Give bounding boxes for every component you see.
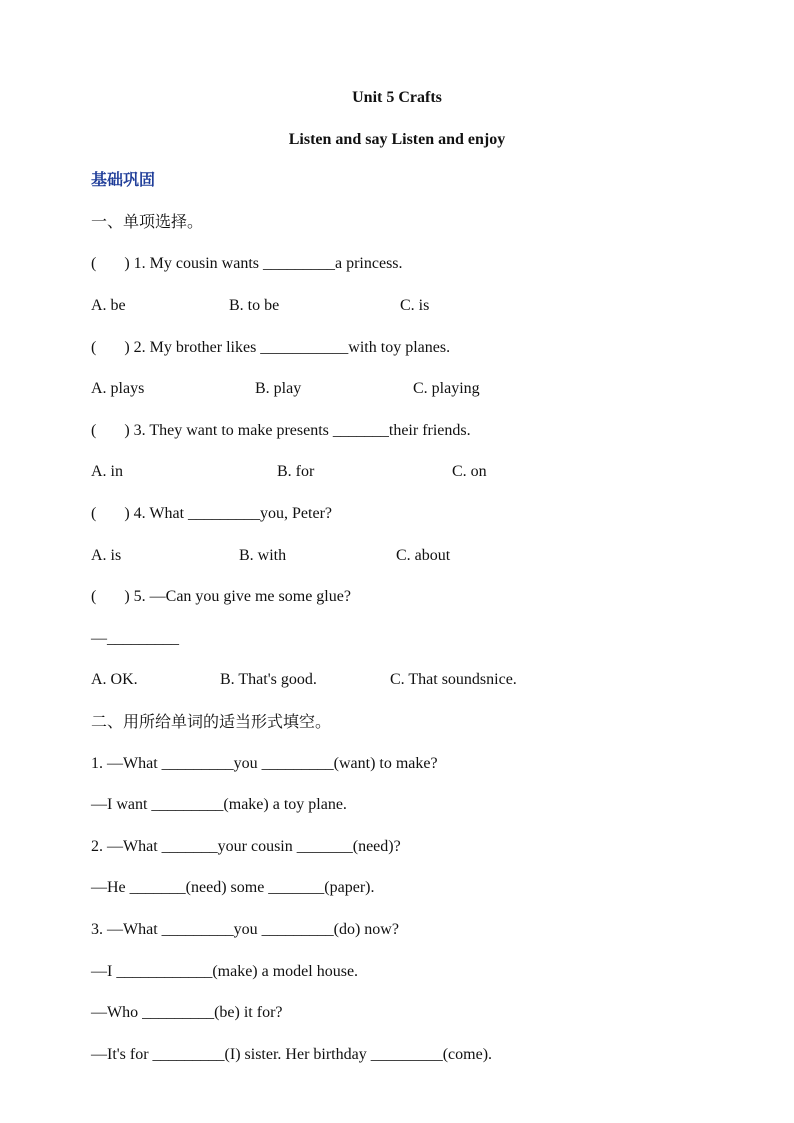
part1-heading: 一、单项选择。 bbox=[91, 212, 204, 231]
q3-option-c: C. on bbox=[452, 463, 487, 480]
question-5: ( ) 5. —Can you give me some glue? bbox=[91, 588, 351, 605]
fill-line-5: 3. —What _________you _________(do) now? bbox=[91, 921, 399, 938]
q5-option-a: A. OK. bbox=[91, 671, 138, 688]
q1-option-b: B. to be bbox=[229, 297, 280, 314]
fill-line-6: —I ____________(make) a model house. bbox=[91, 963, 359, 980]
q2-option-c: C. playing bbox=[413, 380, 480, 397]
q4-option-c: C. about bbox=[396, 547, 451, 564]
q2-option-a: A. plays bbox=[91, 380, 145, 397]
q5-option-c: C. That soundsnice. bbox=[390, 671, 517, 688]
q2-option-b: B. play bbox=[255, 380, 302, 397]
fill-line-1: 1. —What _________you _________(want) to make? bbox=[91, 755, 438, 772]
q5-answer-line: —_________ bbox=[91, 630, 179, 647]
fill-line-4: —He _______(need) some _______(paper). bbox=[91, 879, 375, 896]
q3-option-a: A. in bbox=[91, 463, 123, 480]
q4-option-a: A. is bbox=[91, 547, 122, 564]
question-1: ( ) 1. My cousin wants _________a princess. bbox=[91, 255, 403, 272]
q1-option-a: A. be bbox=[91, 297, 126, 314]
page-subtitle: Listen and say Listen and enjoy bbox=[288, 131, 506, 148]
question-4: ( ) 4. What _________you, Peter? bbox=[91, 505, 332, 522]
page-title: Unit 5 Crafts bbox=[352, 89, 442, 106]
question-2: ( ) 2. My brother likes ___________with toy planes. bbox=[91, 339, 451, 356]
fill-line-2: —I want _________(make) a toy plane. bbox=[91, 796, 347, 813]
q5-option-b: B. That's good. bbox=[220, 671, 317, 688]
fill-line-7: —Who _________(be) it for? bbox=[91, 1004, 283, 1021]
section-basic-heading: 基础巩固 bbox=[91, 170, 156, 189]
question-3: ( ) 3. They want to make presents _______their friends. bbox=[91, 422, 471, 439]
q4-option-b: B. with bbox=[239, 547, 287, 564]
fill-line-3: 2. —What _______your cousin _______(need)? bbox=[91, 838, 401, 855]
q3-option-b: B. for bbox=[277, 463, 315, 480]
fill-line-8: —It's for _________(I) sister. Her birthday _________(come). bbox=[91, 1046, 493, 1063]
q1-option-c: C. is bbox=[400, 297, 430, 314]
part2-heading: 二、用所给单词的适当形式填空。 bbox=[91, 712, 332, 731]
